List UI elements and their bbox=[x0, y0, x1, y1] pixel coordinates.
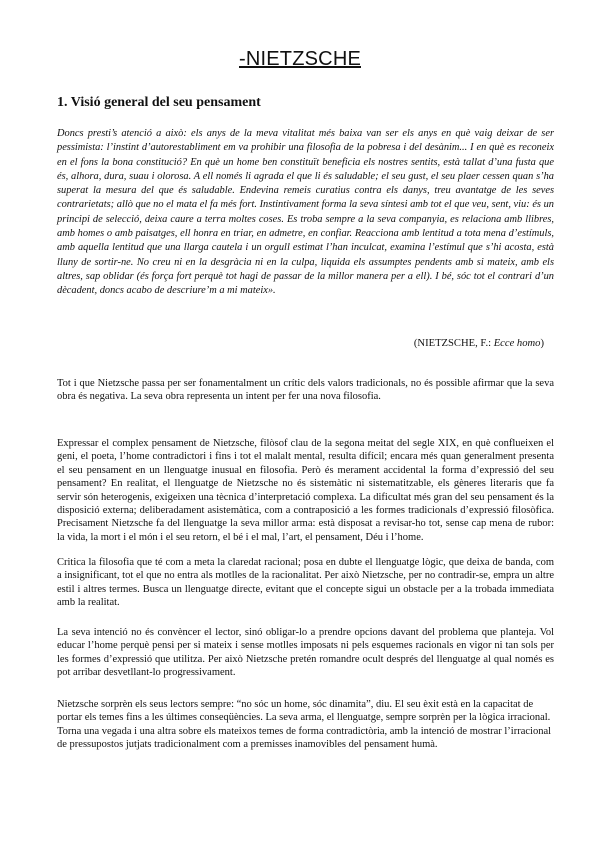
paragraph: La seva intenció no és convèncer el lector, sinó obligar-lo a prendre opcions davant del problema que planteja. Vol educar l’home perquè pensi per si mateix i sense motlles imposats ni pels esquemes racionals en vigor ni tan sols per les formes d’expressió que utilitza. Per això Nietzsche pretén romandre ocult després del llenguatge al qual només es pot arribar desvetllant-lo progressivament. bbox=[57, 627, 554, 679]
paragraph: Tot i que Nietzsche passa per ser fonamentalment un crític dels valors tradicionals, no és possible afirmar que la seva obra és negativa. La seva obra representa un intent per fer una nova filosofia. bbox=[57, 378, 554, 403]
paragraph: Nietzsche sorprèn els seus lectors sempre: “no sóc un home, sóc dinamita”, diu. El seu èxit està en la capacitat de portar els temes fins a les últimes conseqüències. La seva arma, el llenguatge, sempre sorprèn per la lògica irracional. Torna una vegada i una altra sobre els mateixos temes de forma contradictòria, amb la intenció de mostrar l’irracional de pressupostos jutjats tradicionalment com a premisses inamovibles del pensament humà. bbox=[57, 699, 552, 751]
quote-citation bbox=[414, 338, 544, 349]
citation-author: (NIETZSCHE, F.: bbox=[413, 338, 494, 349]
quote-block: Doncs presti’s atenció a això: els anys de la meva vitalitat més baixa van ser els anys en què vaig deixar de ser pessimista: l’instint d’autorestabliment em va prohibir una filosofia de la pobresa i del desànim... I en què es reconeix en el fons la bona constitució? En què un home ben constituït beneficia els nostres sentits, està tallat d’una fusta que és, alhora, dura, suau i olorosa. A ell només li agrada el que li és saludable; el seu gust, el seu plaer cessen quan s’ha superat la mesura del que és saludable. Endevina remeis curatius contra els danys, treu avantatge de les seves contrarietats; allò que no el mata el fa més fort. Instintivament forma la seva síntesi amb tot el que veu, sent, viu: és un principi de selecció, deixa caure a terra moltes coses. Es troba sempre a la seva companyia, es relaciona amb llibres, amb homes o amb paisatges, ell honra en triar, en admetre, en confiar. Reacciona amb lentitud a tota mena d’estímuls, amb aquella lentitud que una llarga cautela i un orgull estimat l’han inculcat, examina l’estímul que s’hi acosta, està lluny de sortir-ne. No creu ni en la desgràcia ni en la culpa, liquida els assumptes pendents amb si mateix, amb els altres, sap oblidar (és força fort perquè tot hagi de passar de la millor manera per a ell). I bé, sóc tot el contrari d’un dècadent, doncs acabo de descriure’m a mi mateix». bbox=[57, 128, 554, 297]
section-heading: 1. Visió general del seu pensament bbox=[57, 95, 261, 110]
citation-work: Ecce homo bbox=[493, 338, 541, 349]
page-title: -NIETZSCHE bbox=[239, 48, 361, 70]
citation-close: ) bbox=[540, 338, 544, 349]
paragraph: Critica la filosofia que té com a meta la claredat racional; posa en dubte el llenguatge lògic, que deixa de banda, com a insignificant, tot el que no entra als motlles de la racionalitat. Per això Nietzsche, per no contradir-se, empra un altre estil i altres termes. Busca un llenguatge directe, evitant que el concepte sigui un obstacle per a la trobada immediata amb la realitat. bbox=[57, 557, 554, 609]
paragraph: Expressar el complex pensament de Nietzsche, filòsof clau de la segona meitat del segle XIX, en què conflueixen el geni, el poeta, l’home contradictori i fins i tot el malalt mental, resulta difícil; encara més quan generalment presenta el seu pensament en un llenguatge inusual en filosofia. Però és merament accidental la forma d’expressió del seu pensament? En realitat, el llenguatge de Nietzsche no és sistemàtic ni sistematitzable, els gèneres literaris que fa servir són heterogenis, exigeixen una tècnica d’interpretació complexa. La dificultat més gran del seu pensament és la disposició externa; deliberadament asistemàtica, com a contraposició a les formes tradicionals d’expressió filosòfica. Precisament Nietzsche fa del llenguatge la seva millor arma: està disposat a revisar-ho tot, sense cap mena de rubor: la vida, la mort i el món i el seu retorn, el bé i el mal, l’art, el pensament, Déu i l’home. bbox=[57, 438, 554, 543]
